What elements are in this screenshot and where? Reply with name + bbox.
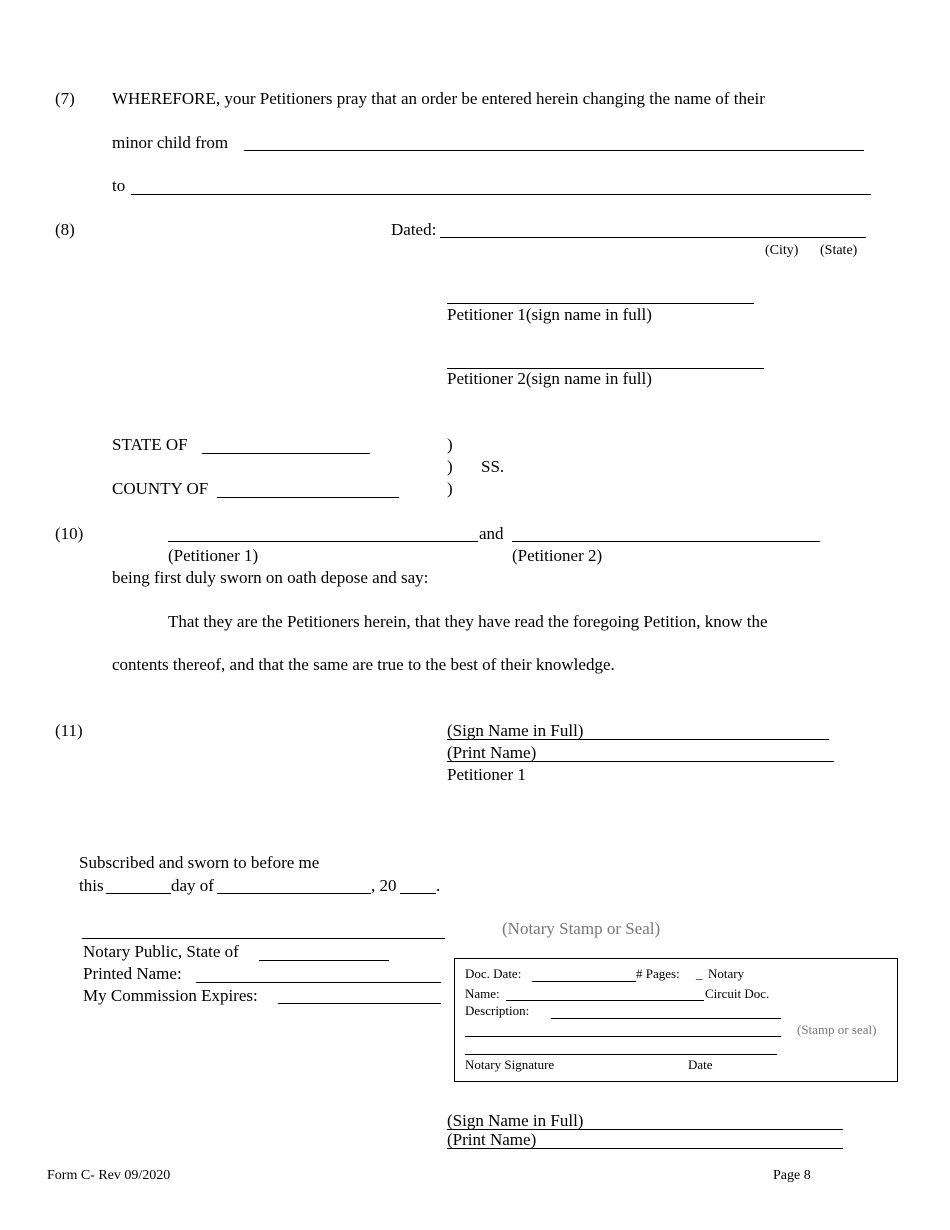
dated-line[interactable] bbox=[440, 237, 866, 238]
year-prefix: , 20 bbox=[371, 876, 397, 895]
form-revision: Form C- Rev 09/2020 bbox=[47, 1168, 171, 1183]
pages-label: # Pages: bbox=[636, 966, 680, 981]
month-line[interactable] bbox=[217, 893, 371, 894]
doc-date-label: Doc. Date: bbox=[465, 966, 522, 981]
county-of-line[interactable] bbox=[217, 497, 399, 498]
state-of-line[interactable] bbox=[202, 453, 370, 454]
to-name-line[interactable] bbox=[131, 194, 871, 195]
circuit-doc-label: Circuit Doc. bbox=[705, 986, 770, 1001]
print-name-caption: (Print Name) bbox=[447, 743, 537, 762]
ss-label: SS. bbox=[481, 457, 505, 476]
notary-state-label: Notary Public, State of bbox=[83, 942, 239, 961]
commission-expires-line[interactable] bbox=[278, 1003, 441, 1004]
petitioner1-caption: (Petitioner 1) bbox=[168, 546, 259, 565]
bottom-print-name-caption: (Print Name) bbox=[447, 1130, 537, 1149]
from-name-line[interactable] bbox=[244, 150, 864, 151]
affidavit-paragraph-line2: contents thereof, and that the same are true to the best of their knowledge. bbox=[112, 655, 615, 674]
sign-name-line[interactable] bbox=[447, 739, 829, 740]
page-number: Page 8 bbox=[773, 1168, 811, 1183]
name-line[interactable] bbox=[506, 1000, 704, 1001]
city-caption: (City) bbox=[765, 243, 799, 258]
sworn-text: being first duly sworn on oath depose and say: bbox=[112, 568, 429, 587]
description-label: Description: bbox=[465, 1003, 530, 1018]
petitioner1-sign-caption: Petitioner 1(sign name in full) bbox=[447, 305, 652, 324]
subscribed-text: Subscribed and sworn to before me bbox=[79, 853, 320, 872]
notary-signature-line[interactable] bbox=[82, 938, 445, 939]
affidavit-paragraph-line1: That they are the Petitioners herein, that they have read the foregoing Petition, know the bbox=[168, 612, 768, 631]
venue-paren-2: ) bbox=[447, 457, 453, 476]
petitioner1-label: Petitioner 1 bbox=[447, 765, 526, 784]
day-line[interactable] bbox=[106, 893, 171, 894]
state-of-label: STATE OF bbox=[112, 435, 188, 454]
description-line-1[interactable] bbox=[551, 1018, 781, 1019]
dated-label: Dated: bbox=[391, 220, 437, 239]
section-number-11: (11) bbox=[55, 721, 83, 740]
doc-date-line[interactable] bbox=[532, 981, 636, 982]
stamp-or-seal-caption: (Stamp or seal) bbox=[797, 1022, 877, 1037]
petitioner2-sign-caption: Petitioner 2(sign name in full) bbox=[447, 369, 652, 388]
pages-blank[interactable]: _ bbox=[696, 966, 703, 981]
venue-paren-1: ) bbox=[447, 435, 453, 454]
and-label: and bbox=[479, 524, 504, 543]
day-of-label: day of bbox=[171, 876, 214, 895]
petitioner1-name-line[interactable] bbox=[168, 541, 478, 542]
year-line[interactable] bbox=[400, 893, 436, 894]
notary-word: Notary bbox=[708, 966, 745, 981]
print-name-line[interactable] bbox=[447, 761, 834, 762]
name-label: Name: bbox=[465, 986, 500, 1001]
petitioner2-name-line[interactable] bbox=[512, 541, 820, 542]
section-number-7: (7) bbox=[55, 89, 75, 108]
notary-stamp-caption: (Notary Stamp or Seal) bbox=[502, 919, 661, 938]
notary-state-line[interactable] bbox=[259, 960, 389, 961]
this-label: this bbox=[79, 876, 104, 895]
petitioner2-caption: (Petitioner 2) bbox=[512, 546, 603, 565]
bottom-print-name-line[interactable] bbox=[447, 1148, 843, 1149]
minor-child-from-label: minor child from bbox=[112, 133, 229, 152]
state-caption: (State) bbox=[820, 243, 858, 258]
date-caption: Date bbox=[688, 1057, 713, 1072]
to-label: to bbox=[112, 176, 126, 195]
section-number-8: (8) bbox=[55, 220, 75, 239]
description-line-2[interactable] bbox=[465, 1036, 781, 1037]
county-of-label: COUNTY OF bbox=[112, 479, 209, 498]
year-suffix: . bbox=[436, 876, 441, 895]
notary-signature-date-line[interactable] bbox=[465, 1054, 777, 1055]
notary-signature-caption: Notary Signature bbox=[465, 1057, 555, 1072]
sign-name-caption: (Sign Name in Full) bbox=[447, 721, 584, 740]
wherefore-text: WHEREFORE, your Petitioners pray that an order be entered herein changing the name of their bbox=[112, 89, 765, 108]
commission-expires-label: My Commission Expires: bbox=[83, 986, 258, 1005]
section-number-10: (10) bbox=[55, 524, 84, 543]
petitioner1-signature-line[interactable] bbox=[447, 303, 754, 304]
venue-paren-3: ) bbox=[447, 479, 453, 498]
bottom-sign-name-caption: (Sign Name in Full) bbox=[447, 1111, 584, 1130]
printed-name-label: Printed Name: bbox=[83, 964, 182, 983]
printed-name-line[interactable] bbox=[196, 982, 441, 983]
